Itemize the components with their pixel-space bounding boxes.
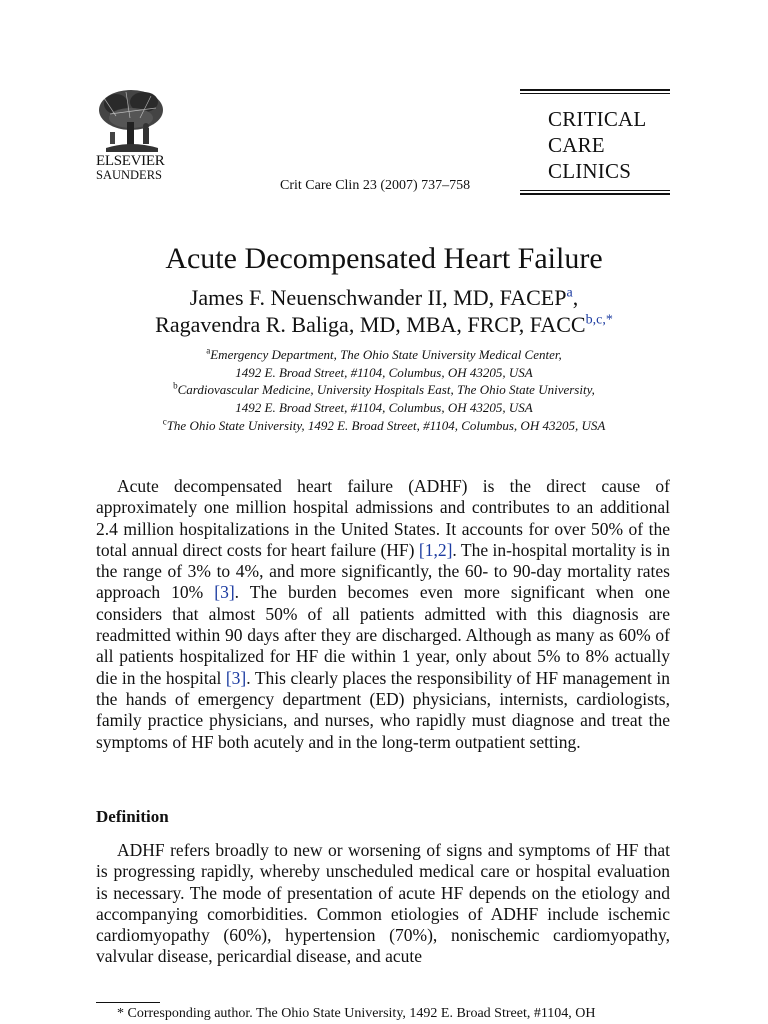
corresponding-author-footnote: * Corresponding author. The Ohio State University, 1492 E. Broad Street, #1104, OH [117, 1006, 596, 1021]
footnote-rule [96, 1002, 160, 1003]
citation-reference-link[interactable]: [3] [225, 667, 247, 688]
bottom-rule-thin [520, 190, 670, 191]
intro-paragraph [96, 476, 670, 753]
top-rule [520, 89, 670, 91]
affiliation-line: 1492 E. Broad Street, #1104, Columbus, OH 43205, USA [235, 364, 533, 380]
journal-citation: Crit Care Clin 23 (2007) 737–758 [280, 178, 471, 193]
paragraph-text: . The burden becomes even more significant when one considers that almost 50% of all patients admitted with this diagnosis are readmitted within 90 days after they are discharged. Although as many as 60% of all patients hospitalized for HF die within 1 year, only about 5% to 8% actually die in the hospital [96, 582, 670, 688]
author-line [0, 284, 768, 311]
paragraph-text: . This clearly places the responsibility of HF management in the hands of emergency department (ED) physicians, internists, cardiologists, family practice physicians, and nurses, who rapidly must diagnose and treat the symptoms of HF both acutely and in the long-term outpatient setting. [96, 667, 670, 752]
author-separator: , [572, 285, 579, 310]
affiliation-line: 1492 E. Broad Street, #1104, Columbus, OH 43205, USA [235, 400, 533, 416]
journal-name-box [520, 89, 670, 197]
article-title: Acute Decompensated Heart Failure [165, 242, 603, 275]
journal-name-line: CRITICAL [548, 107, 647, 131]
journal-name [520, 96, 670, 190]
author-name: James F. Neuenschwander II, MD, FACEP [189, 285, 567, 310]
affiliation-line [0, 346, 768, 364]
journal-name-line: CLINICS [548, 159, 632, 183]
publisher-name: ELSEVIER [96, 153, 165, 169]
author-list [0, 284, 768, 338]
affiliation-line [0, 381, 768, 399]
definition-paragraph: ADHF refers broadly to new or worsening of signs and symptoms of HF that is progressing rapidly, whereby unscheduled medical care or hospital evaluation is necessary. The mode of presentation of acute HF depends on the etiology and accompanying comorbidities. Common etiologies of ADHF include ischemic cardiomyopathy (60%), hypertension (70%), nonischemic cardiomyopathy, valvular disease, pericardial disease, and acute [96, 840, 670, 967]
publisher-imprint: SAUNDERS [96, 168, 162, 182]
journal-name-line: CARE [548, 133, 605, 157]
top-rule-thin [520, 93, 670, 94]
affiliation-text: Emergency Department, The Ohio State University Medical Center, [210, 347, 562, 362]
publisher-logo [96, 88, 176, 182]
paragraph-text: Acute decompensated heart failure (ADHF) is the direct cause of approximately one million hospital admissions and contributes to an additional 2.4 million hospitalizations in the United States. It accounts for over 50% of the total annual direct costs for heart failure (HF) [96, 476, 670, 560]
bottom-rule [520, 193, 670, 195]
author-affiliation-mark[interactable]: a [566, 285, 573, 301]
author-name: Ragavendra R. Baliga, MD, MBA, FRCP, FACC [155, 312, 586, 337]
affiliation-list [0, 346, 768, 435]
section-heading-definition: Definition [96, 807, 169, 826]
affiliation-text: The Ohio State University, 1492 E. Broad Street, #1104, Columbus, OH 43205, USA [166, 417, 606, 433]
affiliation-mark: c [162, 416, 167, 427]
affiliation-mark: a [206, 345, 211, 356]
affiliation-line [0, 417, 768, 435]
affiliation-mark: b [173, 381, 178, 392]
paragraph-text: . The in-hospital mortality is in the range of 3% to 4%, and more significantly, the 60- to 90-day mortality rates approach 10% [96, 539, 671, 603]
author-line [0, 311, 768, 338]
elsevier-tree-icon [96, 88, 166, 154]
citation-reference-link[interactable]: [3] [214, 582, 235, 603]
citation-reference-link[interactable]: [1,2] [418, 539, 453, 560]
author-affiliation-mark[interactable]: b,c,* [585, 312, 613, 328]
affiliation-text: Cardiovascular Medicine, University Hospitals East, The Ohio State University, [177, 382, 595, 398]
